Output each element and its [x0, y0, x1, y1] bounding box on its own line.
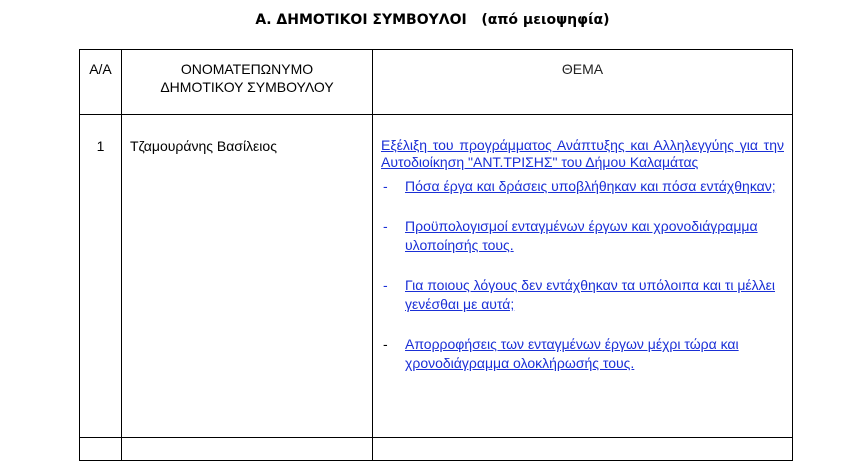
header-name-line2: ΔΗΜΟΤΙΚΟΥ ΣΥΜΒΟΥΛΟΥ [160, 79, 334, 95]
subtopic-item [381, 335, 784, 373]
council-questions-table [79, 49, 793, 461]
table-row-next-partial [80, 438, 793, 461]
subtopic-link[interactable]: Προϋπολογισμοί ενταγμένων έργων και χρονοδιάγραμμα υλοποίησής τους. [405, 218, 758, 253]
topic-link[interactable]: Εξέλιξη του προγράμματος Ανάπτυξης και Αλληλεγγύης για την Αυτοδιοίκηση "ΑΝΤ.ΤΡΙΣΗΣ" του Δήμου Καλαμάτας [381, 137, 784, 170]
row-number: 1 [80, 115, 122, 438]
header-aa: Α/Α [80, 50, 122, 115]
dash-bullet: - [383, 277, 388, 293]
subtopic-link[interactable]: Για ποιους λόγους δεν εντάχθηκαν τα υπόλοιπα και τι μέλλει γενέσθαι με αυτά; [405, 277, 776, 312]
header-name [122, 50, 373, 115]
dash-bullet: - [383, 336, 388, 352]
subtopic-link[interactable]: Απορροφήσεις των ενταγμένων έργων μέχρι τώρα και χρονοδιάγραμμα ολοκλήρωσής τους. [405, 336, 739, 371]
header-topic: ΘΕΜΑ [373, 50, 793, 115]
subtopic-item [381, 217, 784, 255]
subtopic-item [381, 276, 784, 314]
subtopic-list [381, 177, 784, 373]
empty-cell [122, 438, 373, 461]
dash-bullet: - [383, 218, 388, 234]
topic-cell [373, 115, 793, 438]
empty-cell [80, 438, 122, 461]
table-row [80, 115, 793, 438]
councillor-name: Τζαμουράνης Βασίλειος [122, 115, 373, 438]
header-name-line1: ΟΝΟΜΑΤΕΠΩΝΥΜΟ [180, 61, 314, 77]
empty-cell [373, 438, 793, 461]
dash-bullet: - [383, 178, 388, 194]
subtopic-item [381, 177, 784, 196]
document-title: Α. ΔΗΜΟΤΙΚΟΙ ΣΥΜΒΟΥΛΟΙ (από μειοψηφία) [255, 12, 610, 28]
subtopic-link[interactable]: Πόσα έργα και δράσεις υποβλήθηκαν και πόσα εντάχθηκαν; [405, 178, 776, 194]
table-header-row [80, 50, 793, 115]
